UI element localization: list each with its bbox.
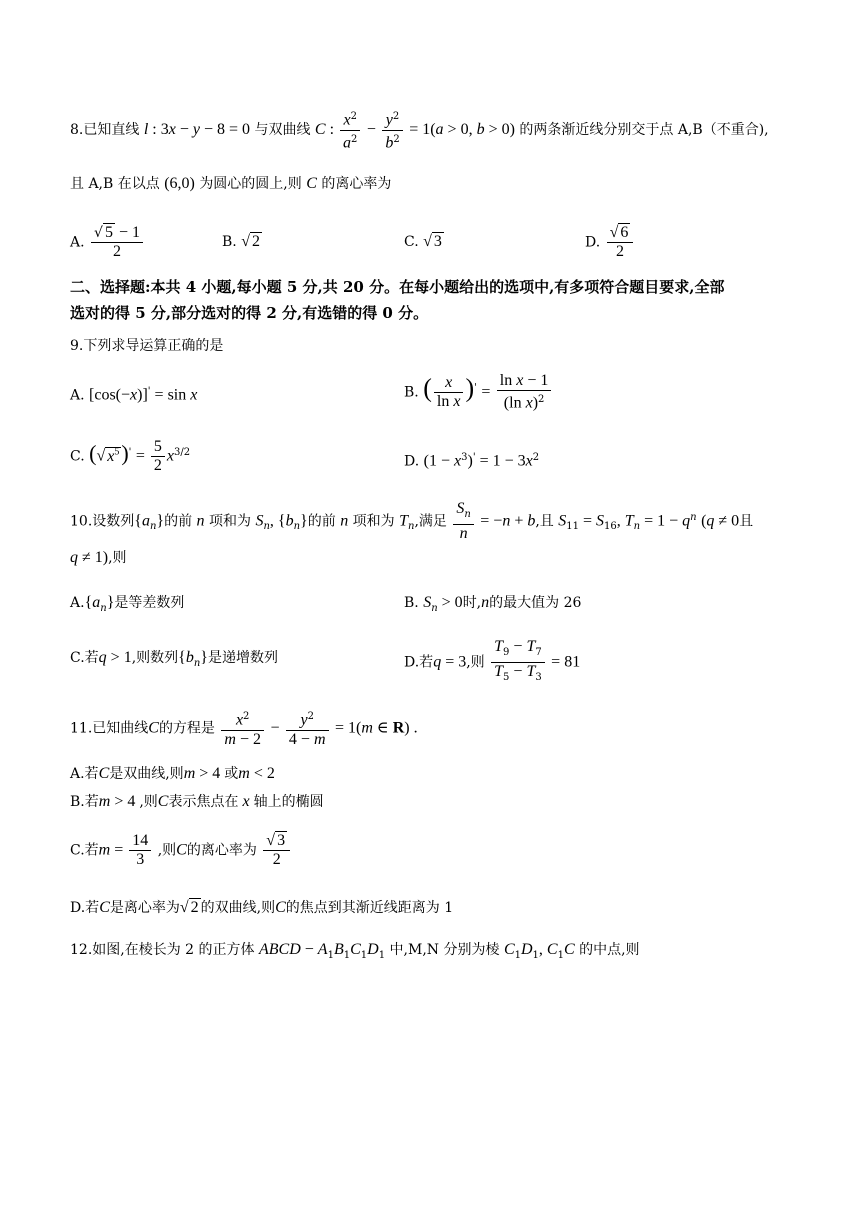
q8-option-a: A. $\frac{√ 5 - 1}{2}$ — [70, 224, 145, 261]
section2-heading-line1: 二、选择题:本共 4 小题,每小题 5 分,共 20 分。在每小题给出的选项中,有多项符合题目要求,全部 — [70, 278, 725, 296]
q8-option-b: B. √ 2 — [222, 233, 260, 250]
q12-stem: 12.如图,在棱长为 2 的正方体 ABCD − $A_1B_1C_1D_1$ 中,M,N 分别为棱 $C_1D_1$, $C_1C$ 的中点,则 — [70, 941, 640, 961]
q9-option-d: D. $(1 - x^3)' = 1 - 3x^2$ — [404, 452, 540, 470]
q9-stem: 9.下列求导运算正确的是 — [70, 338, 224, 354]
q8-line1: 8.已知直线 l : 3x − y − 8 = 0 与双曲线 C : $\frac{x^2}{a^2}$ − $\frac{y^2}{b^2}$ = 1(a > 0, b > 0) 的两条渐近线分别交于点 A,B（不重合), — [70, 108, 769, 152]
q11-option-a: A.若C是双曲线,则m > 4 或m < 2 — [70, 765, 275, 782]
q8-option-c: C. √ 3 — [404, 233, 442, 250]
q8-option-d: D. $\frac{√ 6}{2}$ — [585, 224, 635, 261]
q11-option-d: D.若C是离心率为√ 2 的双曲线,则C的焦点到其渐近线距离为 1 — [70, 899, 454, 916]
q8-line-eq: l — [143, 121, 149, 139]
q8-hyperbola-frac2: $\frac{y^2}{b^2}$ — [382, 108, 402, 152]
q9-option-c: C. (√ $x^5)'$ = $\frac{5}{2}$ $x^{3/2}$ — [70, 438, 191, 474]
q11-option-c: C.若m = $\frac{14}{3}$ ,则C的离心率为 $\frac{√ 3}{2}$ — [70, 832, 292, 869]
q10-option-c: C.若q > 1,则数列$\{b_n\}$是递增数列 — [70, 649, 278, 669]
section2-heading-line2: 选对的得 5 分,部分选对的得 2 分,有选错的得 0 分。 — [70, 304, 429, 322]
q10-option-a: $A.\{a_n\}$是等差数列 — [70, 594, 185, 614]
q10-line2: q ≠ 1),则 — [70, 549, 127, 566]
q11-option-b: B.若m > 4 ,则C表示焦点在 x 轴上的椭圆 — [70, 793, 324, 810]
q11-stem: 11.已知曲线C的方程是 $\frac{x^2}{m - 2}$ − $\frac{y^2}{4 - m}$ = 1(m ∈ R) . — [70, 708, 418, 749]
q9-option-b: B. ( $\frac{x}{\text{ln x}}$ )' = $\frac{\text{ln x − 1}}{(\ln x)^2}$ — [404, 372, 553, 413]
q9-option-a: A. [cos(−x)]' = sin x — [70, 386, 198, 404]
q10-line1: 10.设数列$\{a_n\}$的前 n 项和为 $S_n$, $\{b_n\}$的前 n 项和为 $T_n$,满足 $\frac{S_n}{n}$ = −n + b,且 $S_{11} = S_{16}$, $T_n = 1 - q^n$ (q ≠ 0且 — [70, 500, 754, 542]
q10-option-b: B. $S_n > 0$时,n的最大值为 26 — [404, 594, 582, 614]
q10-option-d: D.若q = 3,则 $\frac{T_9 - T_7}{T_5 - T_3}$ = 81 — [404, 638, 581, 683]
q8-hyperbola-frac1: $\frac{x^2}{a^2}$ — [340, 108, 360, 152]
q8-line2: 且 A,B 在以点 (6,0) 为圆心的圆上,则 C 的离心率为 — [70, 175, 392, 192]
